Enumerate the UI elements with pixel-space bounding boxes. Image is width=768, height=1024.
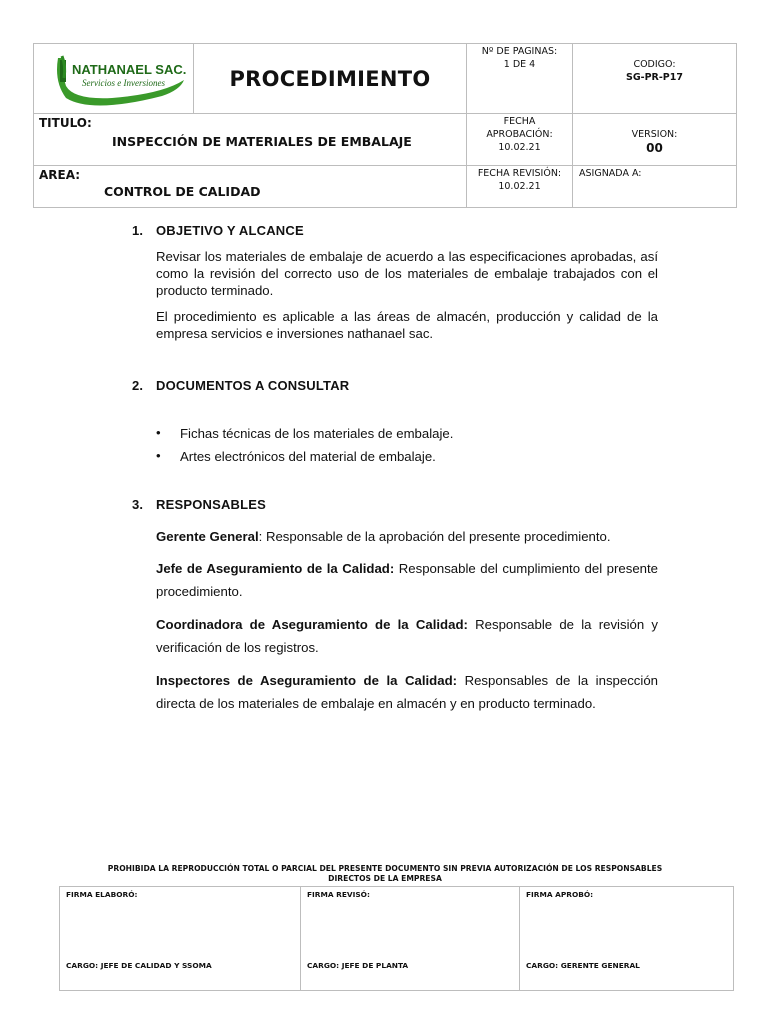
area-label: AREA: (39, 168, 81, 182)
revision-value: 10.02.21 (498, 181, 541, 192)
titulo-cell (34, 114, 467, 166)
section-1-paragraph-1: Revisar los materiales de embalaje de acuerdo a las especificaciones aprobadas, así como la revisión del correcto uso de los materiales de embalaje trabajados con el producto terminado. (156, 249, 658, 298)
responsible-item (156, 669, 658, 715)
bullet-icon: • (156, 425, 161, 440)
code-value: SG-PR-P17 (626, 72, 683, 83)
version-cell (573, 114, 737, 166)
list-item-text: Artes electrónicos del material de embalaje. (180, 449, 436, 464)
pages-value: 1 DE 4 (503, 59, 536, 70)
signature-cargo: CARGO: JEFE DE CALIDAD Y SSOMA (66, 961, 212, 970)
logo-main-text: NATHANAEL SAC. (72, 62, 187, 77)
document-header-table (33, 43, 737, 208)
document-type-title: PROCEDIMIENTO (194, 44, 467, 114)
signature-table (59, 886, 734, 991)
pages-label: Nº DE PAGINAS: (481, 46, 558, 57)
section-1-paragraph-2: El procedimiento es aplicable a las áreas de almacén, producción y calidad de la empresa servicios e inversiones nathanael sac. (156, 309, 658, 341)
section-2-title: DOCUMENTOS A CONSULTAR (156, 378, 350, 393)
responsible-description: Responsable de la revisión y verificación de los registros. (156, 617, 658, 655)
version-label: VERSION: (631, 129, 678, 140)
section-2-heading (132, 378, 350, 393)
pages-cell (467, 44, 573, 114)
signature-cargo: CARGO: GERENTE GENERAL (526, 961, 640, 970)
company-logo-icon (52, 52, 192, 108)
bullet-icon: • (156, 448, 161, 463)
approval-label-1: FECHA (503, 116, 536, 127)
approval-value: 10.02.21 (498, 142, 541, 153)
section-3-heading (132, 497, 267, 512)
signature-title: FIRMA REVISÓ: (307, 890, 370, 899)
section-1-heading (132, 223, 304, 238)
version-value: 00 (646, 141, 663, 155)
assigned-label: ASIGNADA A: (579, 168, 642, 179)
area-value: CONTROL DE CALIDAD (104, 184, 261, 199)
signature-cell-elaboro (60, 887, 301, 991)
logo-sub-text: Servicios e Inversiones (82, 78, 165, 88)
area-cell (34, 166, 467, 208)
responsible-role: Inspectores de Aseguramiento de la Calidad: (156, 673, 458, 688)
code-label: CODIGO: (633, 59, 676, 70)
code-cell (573, 44, 737, 114)
titulo-label: TITULO: (39, 116, 92, 130)
responsible-role: Jefe de Aseguramiento de la Calidad: (156, 561, 395, 576)
section-3-title: RESPONSABLES (156, 497, 267, 512)
titulo-value: INSPECCIÓN DE MATERIALES DE EMBALAJE (112, 134, 412, 149)
signature-cell-reviso (301, 887, 520, 991)
revision-cell (467, 166, 573, 208)
section-1-number: 1. (132, 223, 144, 238)
assigned-cell (573, 166, 737, 208)
responsible-role: Gerente General (156, 529, 259, 544)
approval-label-2: APROBACIÓN: (486, 129, 553, 140)
revision-label: FECHA REVISIÓN: (477, 168, 562, 179)
responsible-description: Responsables de la inspección directa de los materiales de embalaje en almacén y en producto terminado. (156, 673, 658, 711)
section-1-title: OBJETIVO Y ALCANCE (156, 223, 304, 238)
responsible-role: Coordinadora de Aseguramiento de la Calidad: (156, 617, 468, 632)
section-3-number: 3. (132, 497, 144, 512)
signature-cell-aprobo (520, 887, 734, 991)
reproduction-notice: PROHIBIDA LA REPRODUCCIÓN TOTAL O PARCIAL DEL PRESENTE DOCUMENTO SIN PREVIA AUTORIZACIÓN DE LOS RESPONSABLES DIRECTOS DE LA EMPRESA (107, 864, 663, 883)
responsible-item (156, 557, 658, 603)
responsible-description: : Responsable de la aprobación del presente procedimiento. (258, 529, 611, 544)
responsible-description: Responsable del cumplimiento del presente procedimiento. (156, 561, 658, 599)
approval-cell (467, 114, 573, 166)
section-2-number: 2. (132, 378, 144, 393)
signature-cargo: CARGO: JEFE DE PLANTA (307, 961, 409, 970)
signature-title: FIRMA ELABORÓ: (66, 890, 138, 899)
logo-cell (34, 44, 194, 114)
responsible-item (156, 613, 658, 659)
list-item-text: Fichas técnicas de los materiales de embalaje. (180, 426, 454, 441)
responsible-item (156, 525, 658, 548)
signature-title: FIRMA APROBÓ: (526, 890, 594, 899)
